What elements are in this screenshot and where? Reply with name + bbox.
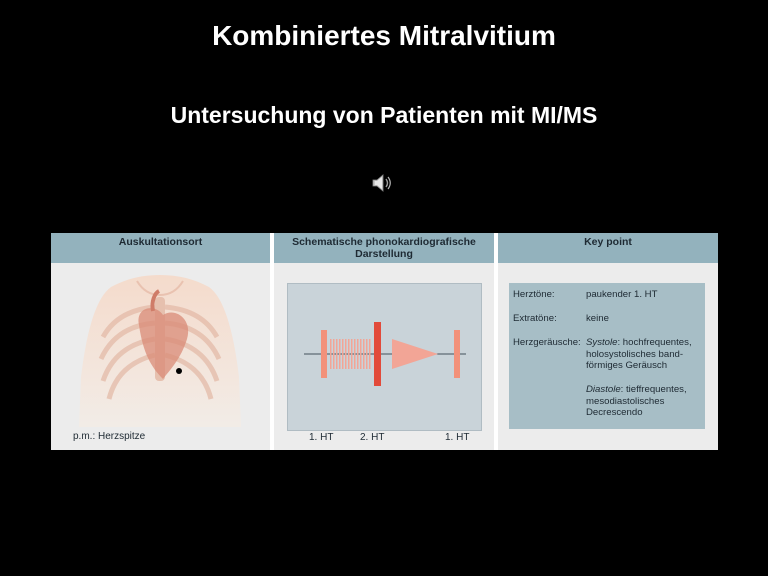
systole-text: holosystolisches band- <box>586 348 684 360</box>
systole-text: Systole: hochfrequentes, <box>586 337 692 348</box>
torso-illustration <box>51 267 270 450</box>
column-divider <box>494 233 498 450</box>
phono-label-s2: 2. HT <box>360 432 385 443</box>
phono-label-s1: 1. HT <box>445 432 470 443</box>
diastole-text: Diastole: tieffrequentes, <box>586 384 687 395</box>
slide-title: Kombiniertes Mitralvitium <box>212 20 556 51</box>
extratoene-label: Extratöne: <box>513 313 557 324</box>
key-point-panel <box>509 283 705 429</box>
systole-text: förmiges Geräusch <box>586 360 668 371</box>
first-heart-sound <box>454 330 460 378</box>
first-heart-sound <box>321 330 327 378</box>
diastole-text: Decrescendo <box>586 407 643 418</box>
systolic-murmur <box>329 339 372 369</box>
phonocardiogram-figure <box>51 233 718 450</box>
phonocardiogram-panel <box>287 283 482 431</box>
speaker-icon[interactable] <box>372 174 394 192</box>
herzgeraeusche-label: Herzgeräusche: <box>513 337 581 348</box>
extratoene-value: keine <box>586 313 609 324</box>
header-key-point: Key point <box>498 233 718 263</box>
diastole-text: mesodiastolisches <box>586 395 665 407</box>
herztoene-value: paukender 1. HT <box>586 289 658 300</box>
phono-label-s1: 1. HT <box>309 432 334 443</box>
auscultation-caption: p.m.: Herzspitze <box>73 431 146 442</box>
slide-subtitle: Untersuchung von Patienten mit MI/MS <box>170 102 598 128</box>
header-auscultation: Auskultationsort <box>51 233 270 263</box>
column-divider <box>270 233 274 450</box>
auscultation-point <box>176 368 182 374</box>
herztoene-label: Herztöne: <box>513 289 555 300</box>
second-heart-sound <box>374 322 381 386</box>
diastolic-murmur <box>392 339 438 369</box>
header-phonocardiogram: Schematische phonokardiografische Darstellung <box>274 233 494 263</box>
